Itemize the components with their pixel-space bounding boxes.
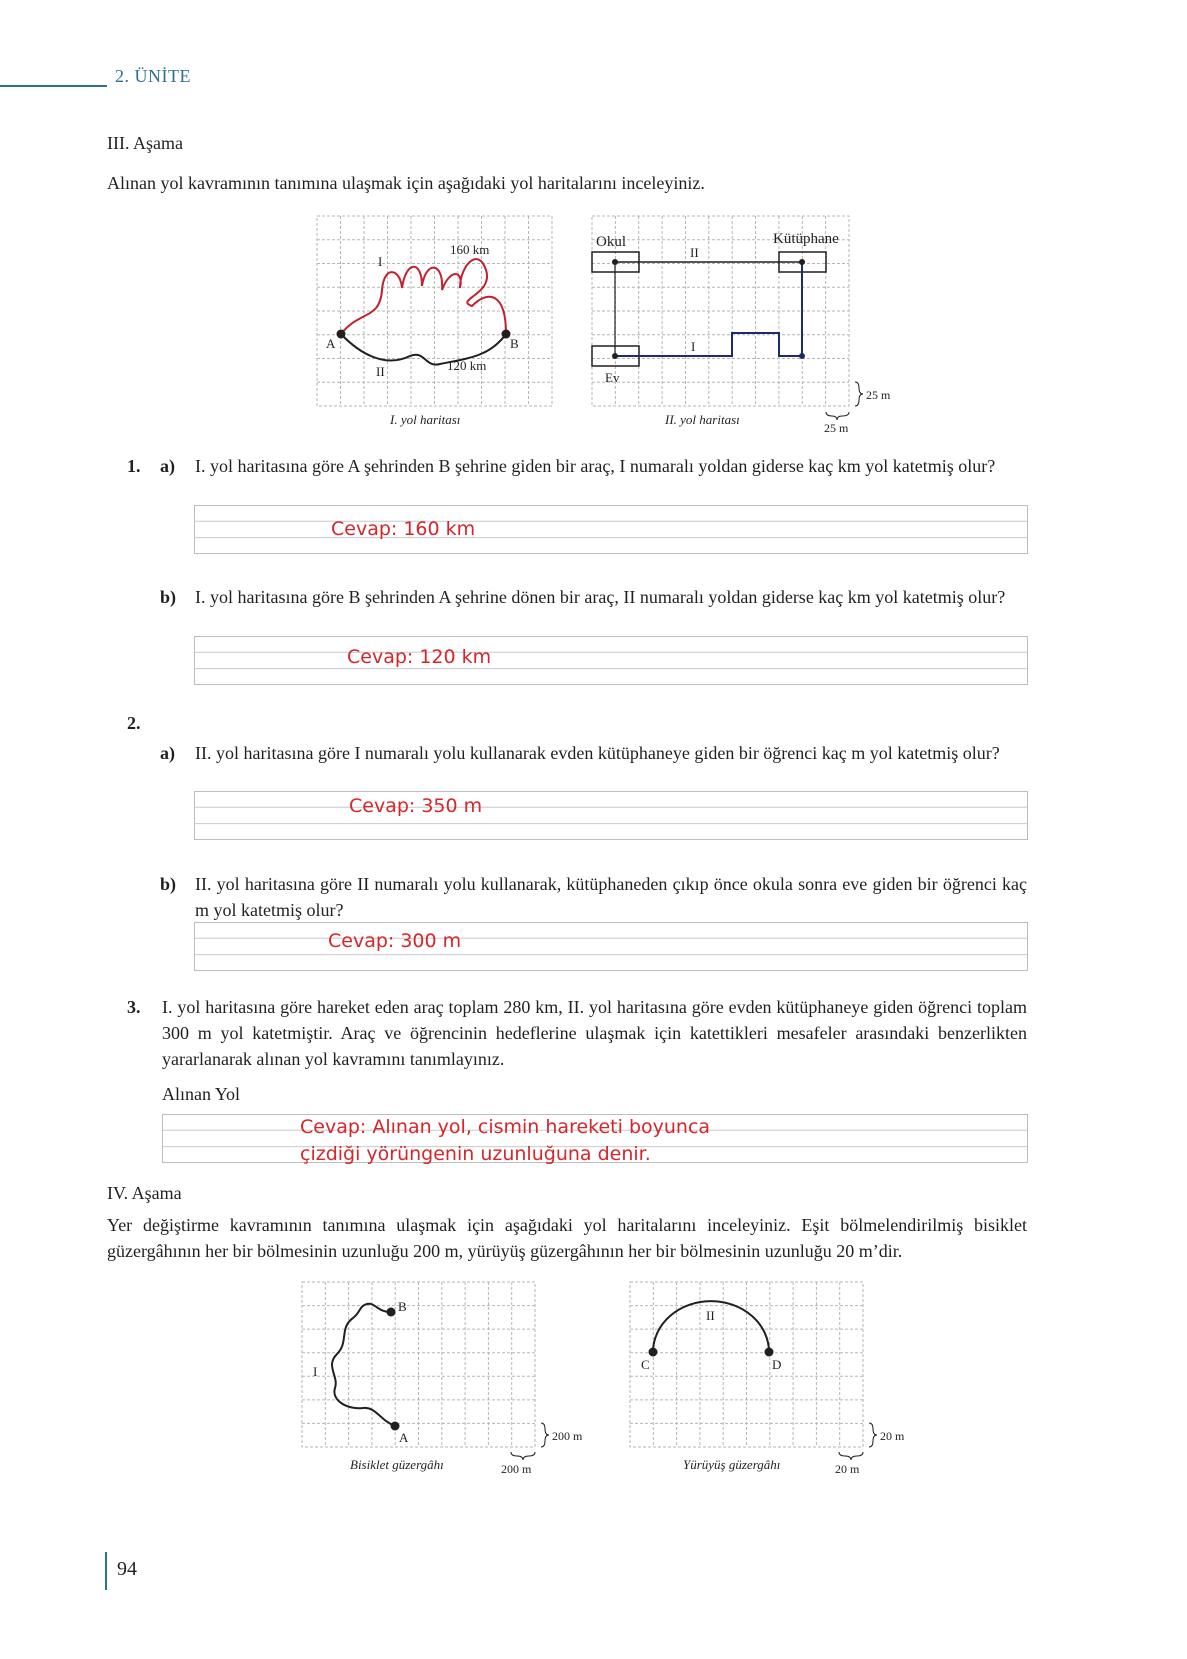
q2b-text: II. yol haritasına göre II numaralı yolu kullanarak, kütüphaneden çıkıp önce okula sonra eve giden bir öğrenci kaç m yol katetmiş olur?: [195, 874, 1027, 920]
q3-number: 3.: [127, 997, 141, 1017]
q1a-label: a): [160, 456, 175, 476]
q1a-text: I. yol haritasına göre A şehrinden B şehrine giden bir araç, I numaralı yoldan giderse kaç km yol katetmiş olur?: [195, 456, 996, 476]
answer-box-2a[interactable]: [194, 791, 1028, 840]
stage3-intro: Alınan yol kavramının tanımına ulaşmak için aşağıdaki yol haritalarını inceleyiniz.: [107, 173, 705, 193]
walk-grid: [630, 1282, 863, 1447]
q2b-label: b): [160, 874, 177, 894]
point-A: [337, 330, 346, 339]
map1-label-II: II: [376, 364, 385, 379]
map1-dist-II: 120 km: [447, 358, 487, 373]
walk-label-II: II: [706, 1308, 715, 1323]
map2-scale-v: 25 m: [866, 388, 891, 402]
answer-box-1a[interactable]: [194, 505, 1028, 554]
answer-box-2b[interactable]: [194, 922, 1028, 971]
bike-label-I: I: [313, 1364, 318, 1379]
bike-grid: [302, 1282, 535, 1447]
unit-title: 2. ÜNİTE: [115, 66, 191, 86]
bike-caption: Bisiklet güzergâhı: [350, 1457, 444, 1472]
page-number: 94: [117, 1558, 137, 1580]
answer-box-1b[interactable]: [194, 636, 1028, 685]
road-map-2: [585, 210, 905, 435]
bike-path-I: [332, 1304, 395, 1426]
walking-route-map: [623, 1276, 923, 1476]
walk-caption: Yürüyüş güzergâhı: [683, 1457, 781, 1472]
walk-scale-h: 20 m: [835, 1462, 860, 1476]
map1-label-I: I: [378, 254, 383, 269]
map2-caption: II. yol haritası: [665, 412, 740, 427]
q2a-text: II. yol haritasına göre I numaralı yolu kullanarak evden kütüphaneye giden bir öğrenci kaç m yol katetmiş olur?: [195, 743, 1000, 763]
map1-label-B: B: [510, 336, 519, 351]
bike-scale-h: 200 m: [501, 1462, 532, 1476]
answer-1b: Cevap: 120 km: [347, 646, 492, 668]
stage4-title: IV. Aşama: [107, 1183, 182, 1203]
map1-label-A: A: [326, 336, 336, 351]
answer-2a: Cevap: 350 m: [349, 795, 483, 817]
answer-3-line2: çizdiği yörüngenin uzunluğuna denir.: [300, 1143, 651, 1165]
bike-label-B: B: [398, 1299, 407, 1314]
answer-box-3[interactable]: [162, 1114, 1028, 1163]
q1b-text: I. yol haritasına göre B şehrinden A şehrine dönen bir araç, II numaralı yoldan giderse kaç km yol katetmiş olur?: [195, 587, 1006, 607]
map2-scale-h: 25 m: [824, 421, 849, 435]
label-ev: Ev: [605, 370, 620, 385]
map1-dist-I: 160 km: [450, 242, 490, 257]
walk-label-C: C: [641, 1357, 650, 1372]
q2a-label: a): [160, 743, 175, 763]
q1b-label: b): [160, 587, 177, 607]
header-rule: [0, 85, 107, 87]
q1-number: 1.: [127, 456, 141, 476]
walk-scale-v: 20 m: [880, 1429, 905, 1443]
q2-number: 2.: [127, 713, 141, 733]
bike-scale-v: 200 m: [552, 1429, 583, 1443]
map2-label-II: II: [690, 245, 699, 260]
footer-rule: [105, 1552, 107, 1590]
map1-caption: I. yol haritası: [390, 412, 461, 427]
stage3-title: III. Aşama: [107, 133, 183, 153]
label-kutuphane: Kütüphane: [773, 231, 839, 247]
answer-1a: Cevap: 160 km: [331, 518, 476, 540]
stage4-intro: Yer değiştirme kavramının tanımına ulaşmak için aşağıdaki yol haritalarını inceleyiniz. Eşit bölmelendirilmiş bisiklet güzergâhının her bir bölmesinin uzunluğu 200 m, yürüyüş güzergâhının her bir bölmesinin uzunluğu 20 m’dir.: [107, 1215, 1027, 1261]
map1-grid: [317, 216, 552, 406]
q3-text: I. yol haritasına göre hareket eden araç toplam 280 km, II. yol haritasına göre evden kütüphaneye giden öğrenci toplam 300 m yol katetmiştir. Araç ve öğrencinin hedeflerine ulaşmak için katettikleri mesafeler arasındaki benzerlikten yararlanarak alınan yol kavramını tanımlayınız.: [162, 997, 1027, 1069]
map2-label-I: I: [691, 339, 696, 354]
q3-label: Alınan Yol: [162, 1084, 241, 1104]
bicycle-route-map: [295, 1276, 595, 1476]
answer-2b: Cevap: 300 m: [328, 930, 462, 952]
walk-label-D: D: [772, 1357, 782, 1372]
bike-label-A: A: [399, 1430, 409, 1445]
road-map-1: [310, 210, 560, 430]
answer-3-line1: Cevap: Alınan yol, cismin hareketi boyunca: [300, 1116, 711, 1138]
label-okul: Okul: [596, 234, 626, 250]
